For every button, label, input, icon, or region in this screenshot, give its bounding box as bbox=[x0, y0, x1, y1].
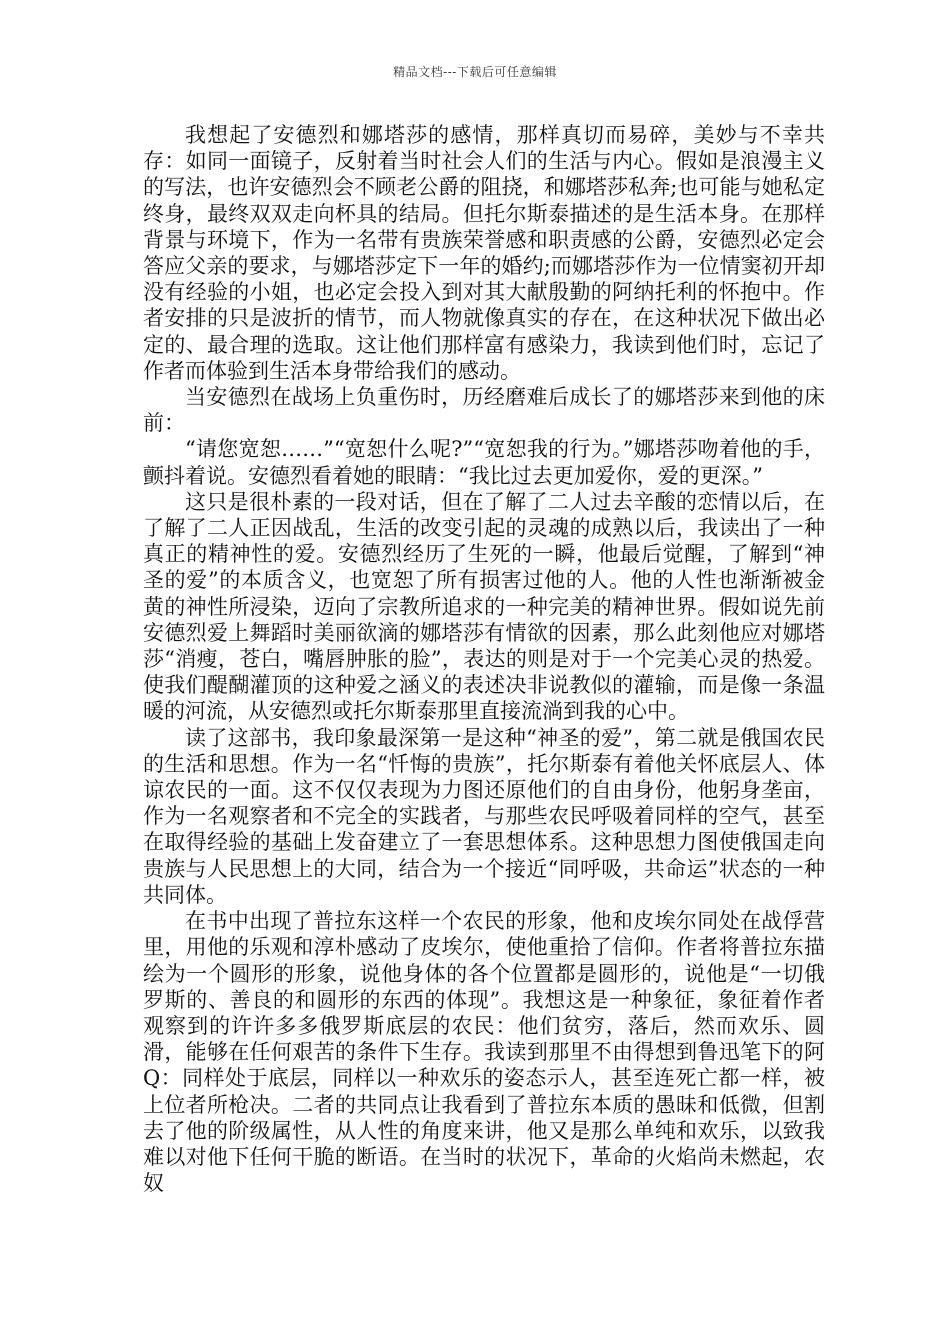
paragraph-1: 我想起了安德烈和娜塔莎的感情，那样真切而易碎，美妙与不幸共存：如同一面镜子，反射着当时社会人们的生活与内心。假如是浪漫主义的写法，也许安德烈会不顾老公爵的阻挠，和娜塔莎私奔;也可能与她私定终身，最终双双走向杯具的结局。但托尔斯泰描述的是生活本身。在那样背景与环境下，作为一名带有贵族荣誉感和职责感的公爵，安德烈必定会答应父亲的要求，与娜塔莎定下一年的婚约;而娜塔莎作为一位情窦初开却没有经验的小姐，也必定会投入到对其大献殷勤的阿纳托利的怀抱中。作者安排的只是波折的情节，而人物就像真实的存在，在这种状况下做出必定的、最合理的选取。这让他们那样富有感染力，我读到他们时，忘记了作者而体验到生活本身带给我们的感动。 bbox=[143, 123, 825, 383]
paragraph-6: 在书中出现了普拉东这样一个农民的形象，他和皮埃尔同处在战俘营里，用他的乐观和淳朴感动了皮埃尔，使他重拾了信仰。作者将普拉东描绘为一个圆形的形象，说他身体的各个位置都是圆形的，说他是“一切俄罗斯的、善良的和圆形的东西的体现”。我想这是一种象征，象征着作者观察到的许许多多俄罗斯底层的农民：他们贫穷，落后，然而欢乐、圆滑，能够在任何艰苦的条件下生存。我读到那里不由得想到鲁迅笔下的阿Q：同样处于底层，同样以一种欢乐的姿态示人，甚至连死亡都一样，被上位者所枪决。二者的共同点让我看到了普拉东本质的愚昧和低微，但割去了他的阶级属性，从人性的角度来讲，他又是那么单纯和欢乐，以致我难以对他下任何干脆的断语。在当时的状况下，革命的火焰尚未燃起，农奴 bbox=[143, 909, 825, 1196]
paragraph-2: 当安德烈在战场上负重伤时，历经磨难后成长了的娜塔莎来到他的床前： bbox=[143, 385, 825, 436]
paragraph-5: 读了这部书，我印象最深第一是这种“神圣的爱”，第二就是俄国农民的生活和思想。作为一名“忏悔的贵族”，托尔斯泰有着他关怀底层人、体谅农民的一面。这不仅仅表现为力图还原他们的自由身份，他躬身垄亩，作为一名观察者和不完全的实践者，与那些农民呼吸着同样的空气，甚至在取得经验的基础上发奋建立了一套思想体系。这种思想力图使俄国走向贵族与人民思想上的大同，结合为一个接近“同呼吸，共命运”状态的一种共同体。 bbox=[143, 725, 825, 907]
paragraph-4: 这只是很朴素的一段对话，但在了解了二人过去辛酸的恋情以后，在了解了二人正因战乱，生活的改变引起的灵魂的成熟以后，我读出了一种真正的精神性的爱。安德烈经历了生死的一瞬，他最后觉醒，了解到“神圣的爱”的本质含义，也宽恕了所有损害过他的人。他的人性也渐渐被金黄的神性所浸染，迈向了宗教所追求的一种完美的精神世界。假如说先前安德烈爱上舞蹈时美丽欲滴的娜塔莎有情欲的因素，那么此刻他应对娜塔莎“消瘦，苍白，嘴唇肿胀的脸”，表达的则是对于一个完美心灵的热爱。使我们醍醐灌顶的这种爱之涵义的表述决非说教似的灌输，而是像一条温暖的河流，从安德烈或托尔斯泰那里直接流淌到我的心中。 bbox=[143, 489, 825, 724]
page-header: 精品文档---下载后可任意编辑 bbox=[393, 65, 557, 79]
document-body bbox=[143, 122, 825, 1196]
paragraph-3: “请您宽恕……”“宽恕什么呢?”“宽恕我的行为。”娜塔莎吻着他的手，颤抖着说。安德烈看着她的眼睛：“我比过去更加爱你，爱的更深。” bbox=[143, 437, 825, 488]
